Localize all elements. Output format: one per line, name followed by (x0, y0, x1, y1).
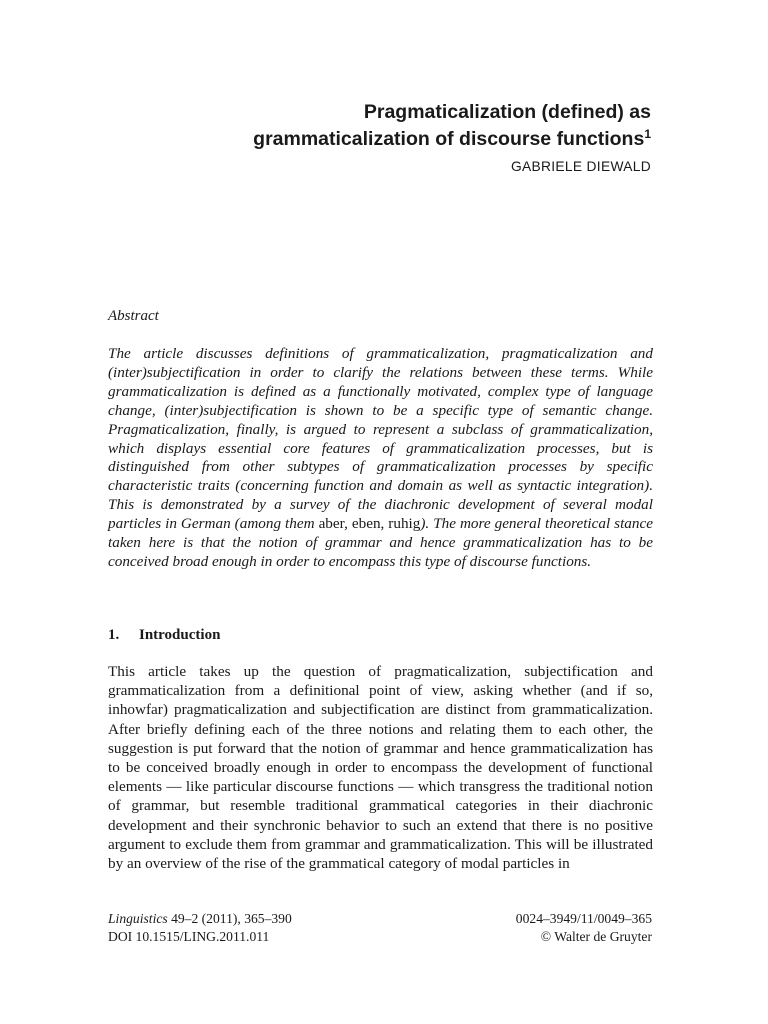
journal-citation (108, 910, 292, 928)
footer-citation (108, 910, 292, 946)
author-name: GABRIELE DIEWALD (511, 159, 651, 174)
title-line-2 (91, 126, 651, 153)
journal-name: Linguistics (108, 911, 168, 926)
abstract-particles: aber, eben, ruhig (318, 515, 421, 533)
journal-volume-pages: 49–2 (2011), 365–390 (167, 911, 292, 926)
paper-title (91, 99, 651, 153)
abstract-text-part-1: The article discusses definitions of grammaticalization, pragmaticalization and (inter)subjectification in order to clarify the relations between these terms. While grammaticalization is defined as a functionally motivated, complex type of language change, (inter)subjectification is shown to be a specific type of semantic change. Pragmaticalization, finally, is argued to represent a subclass of grammaticalization, which displays essential core features of grammaticalization processes, but is distinguished from other subtypes of grammaticalization processes by specific characteristic traits (concerning function and domain as well as syntactic integration). This is demonstrated by a survey of the diachronic development of several modal particles in German (among them (108, 345, 653, 533)
issn-code: 0024–3949/11/0049–365 (515, 911, 652, 926)
footer-publisher (516, 910, 652, 946)
abstract-heading: Abstract (108, 308, 159, 324)
title-footnote-mark[interactable]: 1 (644, 127, 651, 141)
doi-text[interactable]: DOI 10.1515/LING.2011.011 (108, 929, 270, 944)
abstract-text-part-2: ). The more general theoretical stance taken here is that the notion of grammar and hence grammaticalization has to be conceived broad enough in order to encompass this type of discourse functions. (108, 515, 653, 570)
section-number: 1. (108, 627, 120, 643)
abstract-text (108, 345, 653, 572)
publisher-copyright: © Walter de Gruyter (540, 929, 652, 944)
section-title: Introduction (139, 627, 221, 643)
section-heading (108, 626, 220, 645)
introduction-text: This article takes up the question of pragmaticalization, subjectification and grammaticalization from a definitional point of view, asking whether (and if so, inhowfar) pragmaticalization and subjectification are distinct from grammaticalization. After briefly defining each of the three notions and relating them to each other, the suggestion is put forward that the notion of grammar and hence grammaticalization has to be conceived broadly enough in order to encompass the development of functional elements — like particular discourse functions — which transgress the traditional notion of grammar, but resemble traditional grammatical categories in their diachronic development and their synchronic behavior to such an extend that there is no positive argument to exclude them from grammar and grammaticalization. This will be illustrated by an overview of the rise of the grammatical category of modal particles in (108, 663, 653, 873)
title-line-2-text: grammaticalization of discourse functions (253, 128, 645, 150)
title-line-1: Pragmaticalization (defined) as (363, 101, 651, 123)
